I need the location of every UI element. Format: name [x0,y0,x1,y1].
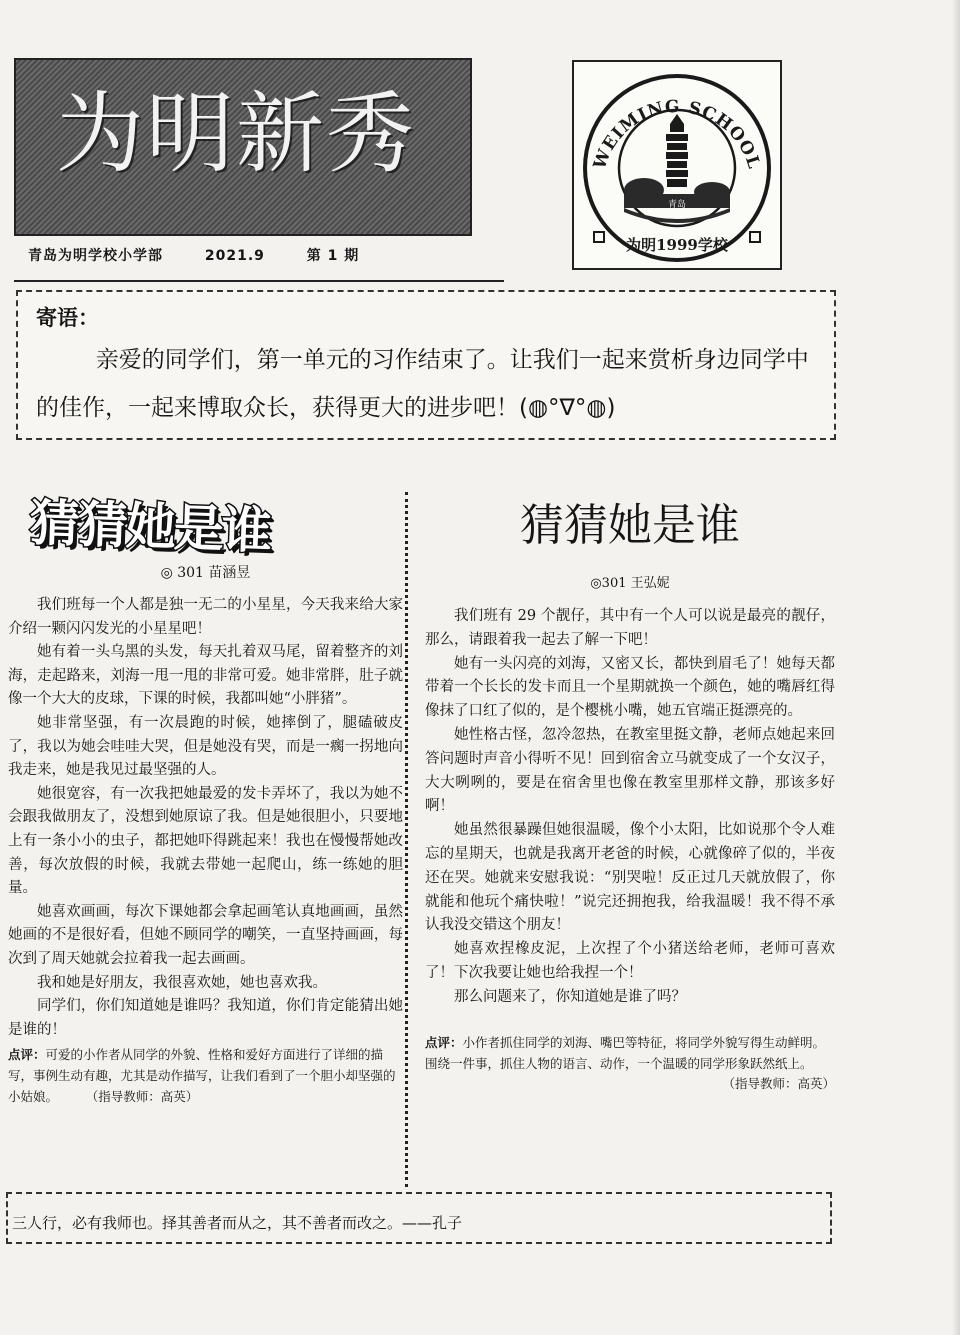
article-right [425,490,835,1092]
school-logo [572,60,782,270]
logo-arc-text: WEIMING SCHOOL [589,96,764,172]
paragraph: 她非常坚强，有一次晨跑的时候，她摔倒了，腿磕破皮了，我以为她会哇哇大哭，但是她没有哭，而是一瘸一拐地向我走来，她是我见过最坚强的人。 [8,714,403,779]
article-left-body [8,594,403,1042]
greeting-box [16,290,836,440]
paragraph: 那么问题来了，你知道她是谁了吗？ [454,988,686,1005]
paragraph: 我们班有 29 个靓仔，其中有一个人可以说是最亮的靓仔，那么，请跟着我一起去了解一下吧！ [425,608,835,648]
paragraph: 她有着一头乌黑的头发，每天扎着双马尾，留着整齐的刘海，走起路来，刘海一甩一甩的非常可爱。她非常胖，肚子就像一个大大的皮球，下课的时候，我都叫她“小胖猪”。 [8,644,403,708]
masthead-title: 为明新秀 [56,82,417,185]
logo-place: 青岛 [667,200,687,210]
quote-box [6,1192,832,1244]
comment-text: 可爱的小作者从同学的外貌、性格和爱好方面进行了详细的描写，事例生动有趣，尤其是动作描写，让我们看到了一个胆小却坚强的小姑娘。 [8,1047,396,1105]
masthead-banner [14,58,472,236]
teacher-credit: （指导教师：高英） [722,1075,835,1091]
paragraph: 她喜欢捏橡皮泥，上次捏了个小猪送给老师，老师可喜欢了！下次我要让她也给我捏一个！ [425,941,835,981]
article-right-body [425,605,835,1010]
paragraph: 同学们，你们知道她是谁吗？我知道，你们肯定能猜出她是谁的！ [8,998,403,1038]
teacher-comment [425,1032,835,1074]
paragraph: 我们班每一个人都是独一无二的小星星，今天我来给大家介绍一颗闪闪发光的小星星吧！ [8,597,403,637]
comment-text: 小作者抓住同学的刘海、嘴巴等特征，将同学外貌写得生动鲜明。围绕一件事，抓住人物的语言、动作，一个温暖的同学形象跃然纸上。 [425,1034,826,1071]
school-name: 青岛为明学校小学部 [28,248,163,264]
article-left [8,490,403,1107]
comment-label: 点评： [425,1034,463,1050]
issue-number: 第 1 期 [306,248,360,264]
teacher-credit: （指导教师：高英） [92,1089,199,1105]
logo-year-text: 为明1999学校 [626,236,728,254]
paragraph: 她性格古怪，忽冷忽热，在教室里挺文静，老师点她起来回答问题时声音小得听不见！回到宿舍立马就变成了一个女汉子，大大咧咧的，要是在宿舍里也像在教室里那样文静，那该多好啊！ [425,726,835,815]
issue-date: 2021.9 [204,248,265,264]
paragraph: 她虽然很暴躁但她很温暖，像个小太阳，比如说那个令人难忘的星期天，也就是我离开老爸的时候，心就像碎了似的，半夜还在哭。她就来安慰我说：“别哭啦！反正过几天就放假了，你就能和他玩个痛快啦！”说完还拥抱我，给我温暖！我不得不承认我没交错这个朋友！ [425,822,835,934]
school-seal-icon [574,62,780,268]
footer-quote: 三人行，必有我师也。择其善者而从之，其不善者而改之。——孔子 [12,1214,463,1232]
article-left-title: 猜猜她是谁 [28,493,271,561]
greeting-label: 寄语： [36,306,99,330]
paragraph: 她有一头闪亮的刘海，又密又长，都快到眉毛了！她每天都带着一个长长的发卡而且一个星期就换一个颜色，她的嘴唇红得像抹了口红了似的，是个樱桃小嘴，她五官端正挺漂亮的。 [425,655,835,720]
teacher-comment [8,1044,403,1107]
paragraph: 我和她是好朋友，我很喜欢她，她也喜欢我。 [37,974,327,991]
article-right-title: 猜猜她是谁 [520,500,740,551]
paragraph: 她喜欢画画，每次下课她都会拿起画笔认真地画画，虽然她画的不是很好看，但她不顾同学的嘲笑，一直坚持画画，每次到了周天她就会拉着我一起去画画。 [8,903,403,967]
comment-label: 点评： [8,1047,46,1063]
paragraph: 她很宽容，有一次我把她最爱的发卡弄坏了，我以为她不会跟我做朋友了，没想到她原谅了我。但是她很胆小，只要地上有一条小小的虫子，都把她吓得跳起来！我也在慢慢帮她改善，每次放假的时候，我就去带她一起爬山，练一练她的胆量。 [8,785,403,897]
scan-edge [952,0,960,1335]
pagoda-icon [666,114,688,187]
greeting-text: 亲爱的同学们，第一单元的习作结束了。让我们一起来赏析身边同学中的佳作，一起来博取众长，获得更大的进步吧！(◍°∇°◍) [36,347,809,421]
article-left-byline: ◎ 301 苗涵昱 [160,565,251,581]
header-rule [14,280,504,282]
column-divider [405,492,408,1187]
issue-info [28,245,395,265]
article-right-byline: ◎301 王弘妮 [590,576,670,591]
